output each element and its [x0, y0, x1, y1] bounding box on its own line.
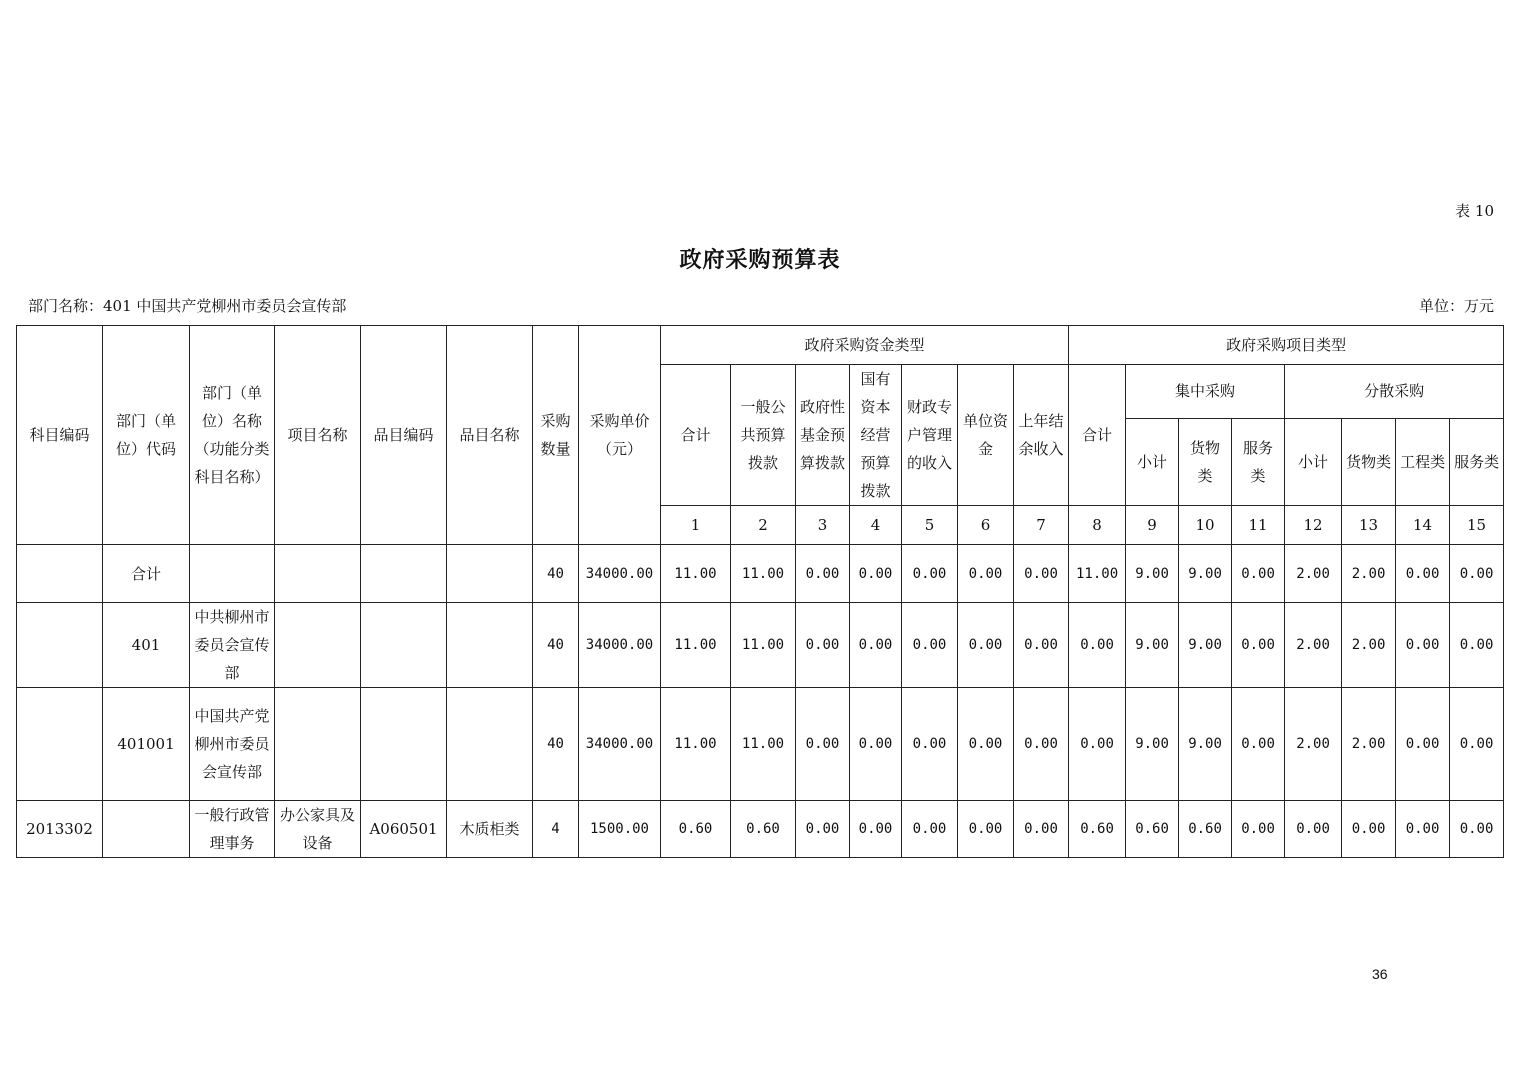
cell-unit-price: 34000.00	[579, 688, 661, 801]
cell-item-code	[361, 603, 447, 688]
cell-value: 0.00	[1232, 603, 1285, 688]
cell-subject-code	[17, 603, 103, 688]
col-central-subtotal: 小计	[1126, 418, 1179, 505]
table-row-401	[17, 603, 1504, 688]
cell-dept-name	[190, 545, 275, 603]
col-gov-fund: 政府性基金预算拨款	[796, 365, 850, 506]
cell-value: 0.60	[731, 801, 796, 858]
cell-quantity: 4	[533, 801, 579, 858]
cell-value: 0.00	[1396, 688, 1450, 801]
index-cell: 14	[1396, 506, 1450, 545]
cell-item-name	[447, 545, 533, 603]
cell-project-name	[275, 545, 361, 603]
cell-value: 11.00	[731, 545, 796, 603]
cell-value: 2.00	[1342, 688, 1396, 801]
cell-value: 0.00	[902, 801, 958, 858]
unit-label: 单位：万元	[1418, 297, 1494, 315]
cell-value: 0.00	[1396, 801, 1450, 858]
procurement-budget-table	[16, 325, 1504, 858]
cell-dept-code: 401001	[103, 688, 190, 801]
cell-value: 11.00	[731, 603, 796, 688]
cell-quantity: 40	[533, 603, 579, 688]
cell-value: 11.00	[661, 688, 731, 801]
col-quantity: 采购数量	[533, 326, 579, 545]
cell-item-code: A060501	[361, 801, 447, 858]
cell-value: 0.00	[796, 545, 850, 603]
cell-value: 0.00	[1014, 801, 1069, 858]
index-cell: 13	[1342, 506, 1396, 545]
cell-item-code	[361, 545, 447, 603]
col-prior-surplus: 上年结余收入	[1014, 365, 1069, 506]
cell-dept-code	[103, 801, 190, 858]
cell-value: 11.00	[661, 603, 731, 688]
col-general-budget: 一般公共预算拨款	[731, 365, 796, 506]
col-central-goods: 货物类	[1179, 418, 1232, 505]
group-dispersed-procurement: 分散采购	[1285, 365, 1504, 419]
cell-value: 0.00	[958, 801, 1014, 858]
cell-value: 0.60	[1126, 801, 1179, 858]
cell-value: 2.00	[1342, 603, 1396, 688]
cell-dept-code: 合计	[103, 545, 190, 603]
cell-unit-price: 1500.00	[579, 801, 661, 858]
cell-value: 2.00	[1285, 688, 1342, 801]
cell-value: 9.00	[1126, 688, 1179, 801]
cell-value: 0.00	[796, 801, 850, 858]
col-unit-fund: 单位资金	[958, 365, 1014, 506]
header-row-1	[17, 326, 1504, 365]
cell-value: 0.00	[902, 545, 958, 603]
index-cell: 11	[1232, 506, 1285, 545]
index-cell: 9	[1126, 506, 1179, 545]
cell-value: 0.00	[1014, 688, 1069, 801]
cell-value: 11.00	[731, 688, 796, 801]
col-dispersed-subtotal: 小计	[1285, 418, 1342, 505]
cell-value: 0.00	[1232, 801, 1285, 858]
col-unit-price: 采购单价（元）	[579, 326, 661, 545]
col-dispersed-service: 服务类	[1450, 418, 1504, 505]
index-cell: 6	[958, 506, 1014, 545]
col-dept-code: 部门（单位）代码	[103, 326, 190, 545]
cell-value: 0.00	[850, 545, 902, 603]
col-fund-total: 合计	[661, 365, 731, 506]
col-dispersed-engineering: 工程类	[1396, 418, 1450, 505]
index-cell: 7	[1014, 506, 1069, 545]
cell-quantity: 40	[533, 688, 579, 801]
cell-value: 0.00	[902, 603, 958, 688]
index-cell: 15	[1450, 506, 1504, 545]
cell-value: 0.00	[850, 688, 902, 801]
col-project-name: 项目名称	[275, 326, 361, 545]
cell-project-name	[275, 688, 361, 801]
cell-value: 0.00	[1396, 603, 1450, 688]
cell-value: 0.00	[1450, 545, 1504, 603]
index-cell: 3	[796, 506, 850, 545]
cell-dept-name: 一般行政管理事务	[190, 801, 275, 858]
cell-value: 9.00	[1179, 603, 1232, 688]
cell-value: 0.00	[1342, 801, 1396, 858]
cell-item-name	[447, 603, 533, 688]
col-state-capital: 国有资本经营预算拨款	[850, 365, 902, 506]
group-project-type: 政府采购项目类型	[1069, 326, 1504, 365]
index-cell: 1	[661, 506, 731, 545]
table-row-total	[17, 545, 1504, 603]
index-cell: 2	[731, 506, 796, 545]
cell-value: 0.00	[1014, 545, 1069, 603]
cell-unit-price: 34000.00	[579, 545, 661, 603]
index-cell: 4	[850, 506, 902, 545]
cell-dept-code: 401	[103, 603, 190, 688]
cell-value: 2.00	[1285, 603, 1342, 688]
cell-value: 0.00	[958, 545, 1014, 603]
cell-value: 11.00	[1069, 545, 1126, 603]
cell-subject-code: 2013302	[17, 801, 103, 858]
page-title: 政府采购预算表	[679, 247, 841, 273]
col-central-service: 服务类	[1232, 418, 1285, 505]
col-subject-code: 科目编码	[17, 326, 103, 545]
table-number: 表 10	[1455, 202, 1494, 220]
col-dept-name: 部门（单位）名称（功能分类科目名称）	[190, 326, 275, 545]
cell-dept-name: 中共柳州市委员会宣传部	[190, 603, 275, 688]
col-fiscal-special: 财政专户管理的收入	[902, 365, 958, 506]
cell-item-code	[361, 688, 447, 801]
cell-value: 0.00	[1069, 688, 1126, 801]
group-fund-type: 政府采购资金类型	[661, 326, 1069, 365]
cell-value: 0.00	[902, 688, 958, 801]
department-name: 部门名称：401 中国共产党柳州市委员会宣传部	[28, 297, 347, 315]
col-item-code: 品目编码	[361, 326, 447, 545]
cell-value: 9.00	[1126, 545, 1179, 603]
cell-item-name: 木质柜类	[447, 801, 533, 858]
table-row-2013302	[17, 801, 1504, 858]
cell-value: 0.00	[1450, 688, 1504, 801]
cell-value: 0.00	[1285, 801, 1342, 858]
cell-value: 0.00	[850, 801, 902, 858]
cell-value: 0.00	[958, 603, 1014, 688]
cell-value: 0.00	[796, 688, 850, 801]
group-central-procurement: 集中采购	[1126, 365, 1285, 419]
cell-item-name	[447, 688, 533, 801]
cell-value: 2.00	[1342, 545, 1396, 603]
cell-value: 0.00	[958, 688, 1014, 801]
cell-unit-price: 34000.00	[579, 603, 661, 688]
cell-value: 0.60	[1179, 801, 1232, 858]
cell-value: 0.00	[796, 603, 850, 688]
cell-project-name: 办公家具及设备	[275, 801, 361, 858]
cell-value: 0.00	[1450, 801, 1504, 858]
index-cell: 10	[1179, 506, 1232, 545]
cell-value: 0.60	[1069, 801, 1126, 858]
cell-value: 9.00	[1179, 545, 1232, 603]
cell-value: 0.00	[1396, 545, 1450, 603]
col-dispersed-goods: 货物类	[1342, 418, 1396, 505]
cell-value: 11.00	[661, 545, 731, 603]
cell-subject-code	[17, 688, 103, 801]
page-number: 36	[1372, 966, 1388, 982]
cell-value: 0.00	[850, 603, 902, 688]
cell-quantity: 40	[533, 545, 579, 603]
cell-value: 0.60	[661, 801, 731, 858]
cell-dept-name: 中国共产党柳州市委员会宣传部	[190, 688, 275, 801]
cell-value: 0.00	[1069, 603, 1126, 688]
col-project-total: 合计	[1069, 365, 1126, 506]
col-item-name: 品目名称	[447, 326, 533, 545]
cell-value: 0.00	[1014, 603, 1069, 688]
cell-value: 9.00	[1126, 603, 1179, 688]
cell-value: 0.00	[1232, 545, 1285, 603]
cell-subject-code	[17, 545, 103, 603]
cell-value: 2.00	[1285, 545, 1342, 603]
index-cell: 12	[1285, 506, 1342, 545]
index-cell: 5	[902, 506, 958, 545]
cell-value: 0.00	[1232, 688, 1285, 801]
cell-value: 0.00	[1450, 603, 1504, 688]
cell-project-name	[275, 603, 361, 688]
cell-value: 9.00	[1179, 688, 1232, 801]
index-cell: 8	[1069, 506, 1126, 545]
table-row-401001	[17, 688, 1504, 801]
